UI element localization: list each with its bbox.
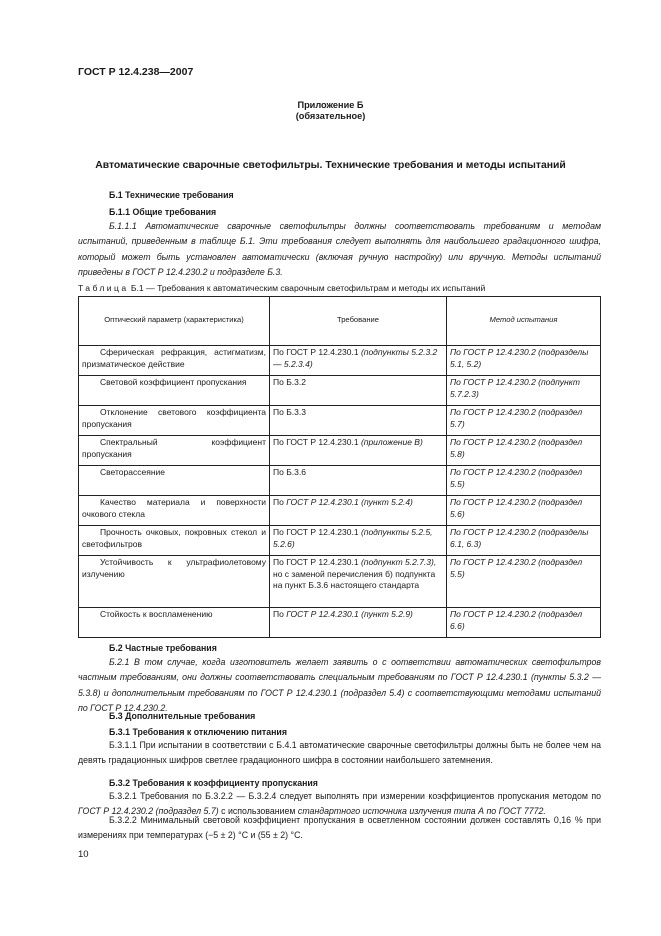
cell-requirement xyxy=(270,346,447,376)
cell-method-text: По ГОСТ Р 12.4.230.2 (подраздел 5.7) xyxy=(450,407,583,429)
table-row xyxy=(79,376,601,406)
header-method xyxy=(447,297,601,346)
cell-method-text: По ГОСТ Р 12.4.230.2 (подразделы 6.1, 6.3) xyxy=(450,527,589,549)
cell-requirement xyxy=(270,376,447,406)
cell-parameter xyxy=(79,376,270,406)
cell-method-text: По ГОСТ Р 12.4.230.2 (подраздел 5.5) xyxy=(450,467,583,489)
cell-parameter-text: Стойкость к воспламенению xyxy=(100,609,213,619)
paragraph-b321-b: ГОСТ Р 12.4.230.2 (подраздел 5.7) xyxy=(78,806,219,817)
appendix-status: (обязательное) xyxy=(295,111,366,121)
section-b1: Б.1 Технические требования xyxy=(109,190,234,200)
cell-parameter-text: Отклонение светового коэффициента пропускания xyxy=(82,407,266,429)
table-row xyxy=(79,526,601,556)
cell-parameter xyxy=(79,608,270,638)
cell-requirement-italic: ГОСТ Р 12.4.230.1 (пункт 5.2.9) xyxy=(286,609,413,619)
cell-requirement-plain: По ГОСТ Р 12.4.230.1 xyxy=(273,347,359,357)
paragraph-b21-text: Б.2.1 В том случае, когда изготовитель желает заявить о с оответствии автоматических светофильтров частным требованиям, они должны соответствовать специальным требованиям по ГОСТ Р 12.4.230.1 (пункты 5.3.2 — 5.3.8) и дополнительным требованиям по ГОСТ Р 12.4.230.1 (подраздел 5.4) с соответствующими методами испытаний по ГОСТ Р 12.4.230.2. xyxy=(78,657,601,713)
cell-requirement xyxy=(270,466,447,496)
cell-parameter xyxy=(79,346,270,376)
cell-parameter-text: Световой коэффициент пропускания xyxy=(100,377,247,387)
table-body xyxy=(79,346,601,638)
cell-method-text: По ГОСТ Р 12.4.230.2 (подразделы 5.1, 5.2) xyxy=(450,347,589,369)
paragraph-b321-c: с использованием xyxy=(218,806,298,817)
cell-requirement xyxy=(270,406,447,436)
cell-method xyxy=(447,496,601,526)
cell-method-text: По ГОСТ Р 12.4.230.2 (подпункт 5.7.2.3) xyxy=(450,377,580,399)
paragraph-b111 xyxy=(78,219,601,280)
cell-requirement-plain: По xyxy=(273,497,284,507)
table-caption-word: Таблица xyxy=(78,283,129,293)
cell-parameter-text: Прочность очковых, покровных стекол и светофильтров xyxy=(82,527,266,549)
cell-method xyxy=(447,556,601,608)
section-b31: Б.3.1 Требования к отключению питания xyxy=(109,727,287,737)
table-row xyxy=(79,406,601,436)
table-caption xyxy=(78,283,485,293)
cell-requirement xyxy=(270,556,447,608)
section-b3: Б.3 Дополнительные требования xyxy=(109,711,256,721)
header-requirement-text: Требование xyxy=(337,315,379,324)
table-row xyxy=(79,436,601,466)
requirements-table xyxy=(78,296,601,638)
cell-requirement-plain: По ГОСТ Р 12.4.230.1 xyxy=(273,527,359,537)
cell-parameter-text: Устойчивость к ультрафиолетовому излучению xyxy=(82,557,266,579)
cell-requirement-plain: По ГОСТ Р 12.4.230.1 xyxy=(273,437,359,447)
cell-parameter xyxy=(79,466,270,496)
document-header: ГОСТ Р 12.4.238—2007 xyxy=(78,66,194,78)
cell-requirement xyxy=(270,496,447,526)
page-number: 10 xyxy=(78,849,89,860)
cell-parameter xyxy=(79,556,270,608)
table-row xyxy=(79,496,601,526)
cell-parameter xyxy=(79,406,270,436)
cell-requirement-plain: По Б.3.2 xyxy=(273,377,306,387)
paragraph-b321-d: стандартного источника излучения типа А по ГОСТ 7772. xyxy=(297,806,546,817)
cell-method-text: По ГОСТ Р 12.4.230.2 (подраздел 6.6) xyxy=(450,609,583,631)
cell-method-text: По ГОСТ Р 12.4.230.2 (подраздел 5.6) xyxy=(450,497,583,519)
table-row xyxy=(79,608,601,638)
cell-parameter-text: Светорассеяние xyxy=(100,467,165,477)
cell-method xyxy=(447,466,601,496)
header-requirement xyxy=(270,297,447,346)
cell-method xyxy=(447,608,601,638)
cell-method xyxy=(447,526,601,556)
cell-parameter-text: Качество материала и поверхности очкового стекла xyxy=(82,497,266,519)
cell-parameter xyxy=(79,526,270,556)
cell-requirement-italic: ГОСТ Р 12.4.230.1 (пункт 5.2.4) xyxy=(286,497,413,507)
cell-parameter xyxy=(79,436,270,466)
header-method-text: Метод испытания xyxy=(489,315,558,324)
cell-parameter-text: Спектральный коэффициент пропускания xyxy=(82,437,266,459)
section-b11: Б.1.1 Общие требования xyxy=(109,207,217,217)
header-parameter-text: Оптический параметр (характеристика) xyxy=(104,315,244,324)
section-b2: Б.2 Частные требования xyxy=(109,643,217,653)
paragraph-b311-text: Б.3.1.1 При испытании в соответствии с Б.4.1 автоматические сварочные светофильтры должны быть не более чем на девять градационных шифров светлее градационного шифра в состоянии наибольшего затемнения. xyxy=(78,740,601,766)
table-header-row xyxy=(79,297,601,346)
cell-requirement xyxy=(270,526,447,556)
paragraph-b21 xyxy=(78,655,601,716)
paragraph-b321-a: Б.3.2.1 Требования по Б.3.2.2 — Б.3.2.4 следует выполнять при измерении коэффициентов пропускания методом по xyxy=(109,791,601,801)
paragraph-b322-text: Б.3.2.2 Минимальный световой коэффициент пропускания в осветленном состоянии должен составлять 0,16 % при измерениях при температурах (−5 ± 2) °С и (55 ± 2) °С. xyxy=(78,815,601,841)
cell-parameter-text: Сферическая рефракция, астигматизм, призматическое действие xyxy=(82,347,266,369)
cell-method-text: По ГОСТ Р 12.4.230.2 (подраздел 5.8) xyxy=(450,437,583,459)
cell-requirement xyxy=(270,436,447,466)
table-caption-text: Б.1 — Требования к автоматическим сварочным светофильтрам и методы их испытаний xyxy=(130,283,486,293)
table-row xyxy=(79,346,601,376)
cell-requirement-italic: (подпункт 5.2.7.3), xyxy=(360,557,437,567)
cell-method-text: По ГОСТ Р 12.4.230.2 (подраздел 5.5) xyxy=(450,557,583,579)
cell-requirement xyxy=(270,608,447,638)
main-title: Автоматические сварочные светофильтры. Технические требования и методы испытаний xyxy=(95,160,566,171)
cell-method xyxy=(447,376,601,406)
cell-method xyxy=(447,406,601,436)
paragraph-b322 xyxy=(78,813,601,844)
section-b32: Б.3.2 Требования к коэффициенту пропускания xyxy=(109,778,318,788)
paragraph-b111-text: Б.1.1.1 Автоматические сварочные светофильтры должны соответствовать требованиям и методам испытаний, приведенным в таблице Б.1. Эти требования следует выполнять для наибольшего градационного шифра, который может быть установлен автоматически (включая ручную настройку) или вручную. Методы испытаний приведены в ГОСТ Р 12.4.230.2 и подразделе Б.3. xyxy=(78,221,601,277)
table-row xyxy=(79,466,601,496)
cell-method xyxy=(447,436,601,466)
appendix-title: Приложение Б xyxy=(297,100,364,110)
cell-method xyxy=(447,346,601,376)
cell-requirement-plain: По ГОСТ Р 12.4.230.1 xyxy=(273,557,359,567)
header-parameter xyxy=(79,297,270,346)
cell-requirement-italic: (подпункты 5.2.3.2 — 5.2.3.4) xyxy=(273,347,438,369)
cell-requirement-plain: По xyxy=(273,609,284,619)
cell-requirement-italic: (подпункты 5.2.5, 5.2.6) xyxy=(273,527,433,549)
cell-requirement-plain: По Б.3.6 xyxy=(273,467,306,477)
cell-requirement-italic: (приложение В) xyxy=(360,437,423,447)
cell-parameter xyxy=(79,496,270,526)
table-row xyxy=(79,556,601,608)
cell-requirement-plain: По Б.3.3 xyxy=(273,407,306,417)
paragraph-b311 xyxy=(78,738,601,769)
cell-requirement-tail: но с заменой перечисления б) подпункта на пункт Б.3.6 настоящего стандарта xyxy=(273,568,436,591)
